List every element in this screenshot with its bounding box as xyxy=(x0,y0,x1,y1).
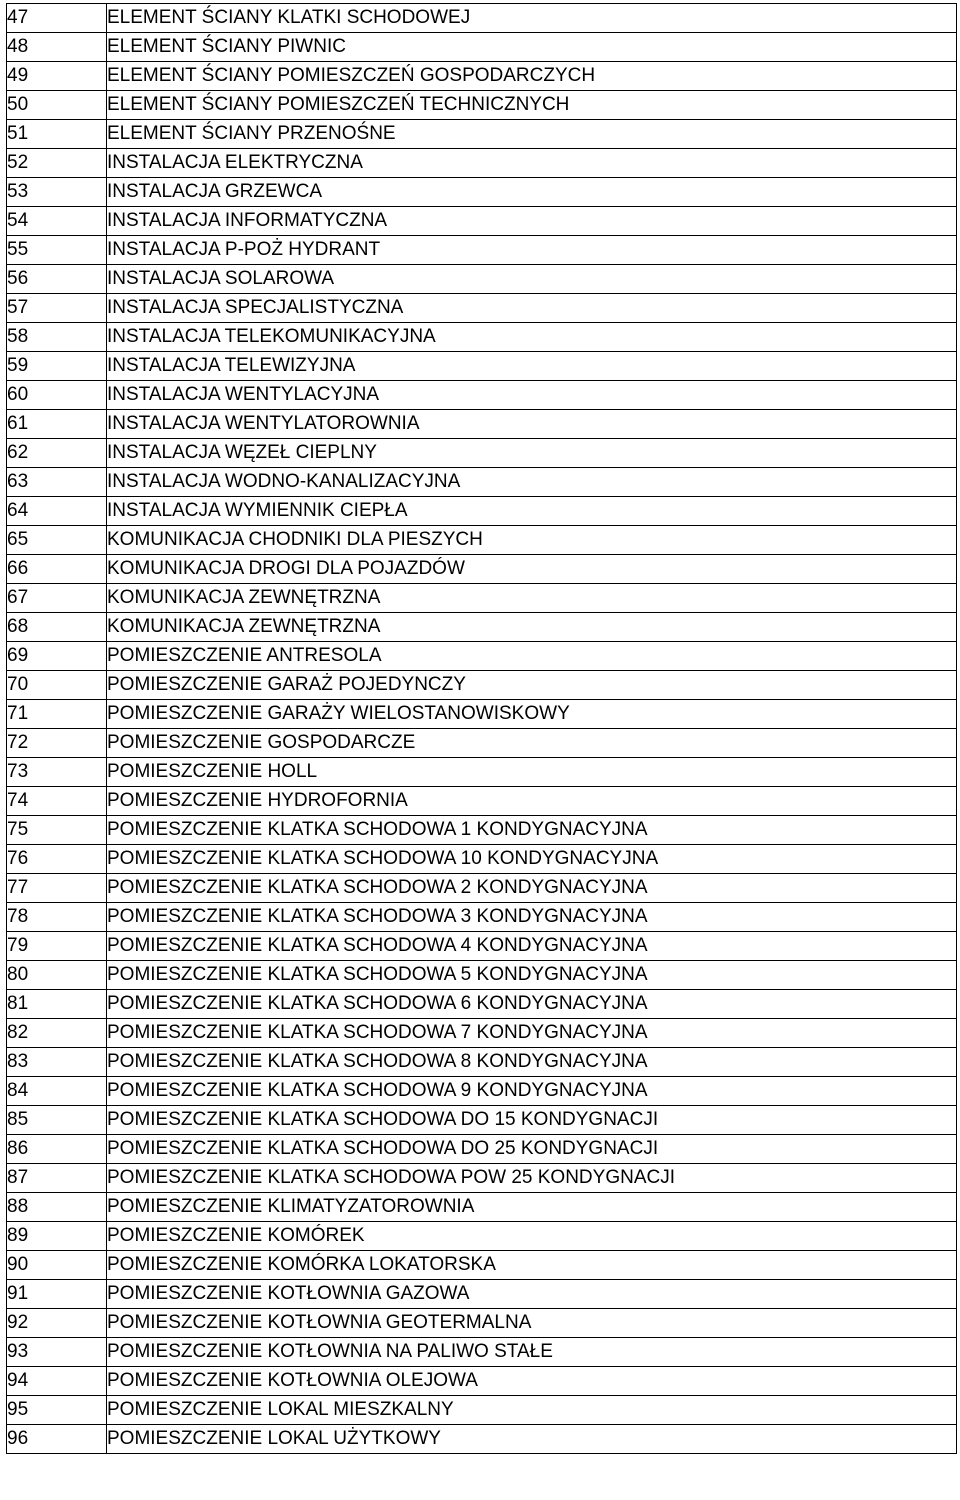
row-number-cell: 53 xyxy=(7,178,107,207)
table-row xyxy=(7,236,957,265)
table-row xyxy=(7,555,957,584)
row-name-cell: INSTALACJA SOLAROWA xyxy=(107,265,957,294)
row-number-cell: 50 xyxy=(7,91,107,120)
table-row xyxy=(7,961,957,990)
row-name-cell: INSTALACJA WENTYLATOROWNIA xyxy=(107,410,957,439)
row-number-cell: 90 xyxy=(7,1251,107,1280)
row-number-cell: 88 xyxy=(7,1193,107,1222)
row-name-cell: POMIESZCZENIE KLATKA SCHODOWA DO 15 KONDYGNACJI xyxy=(107,1106,957,1135)
row-number-cell: 81 xyxy=(7,990,107,1019)
table-row xyxy=(7,1222,957,1251)
row-name-cell: POMIESZCZENIE KLATKA SCHODOWA 7 KONDYGNACYJNA xyxy=(107,1019,957,1048)
row-name-cell: KOMUNIKACJA ZEWNĘTRZNA xyxy=(107,613,957,642)
row-name-cell: POMIESZCZENIE KLATKA SCHODOWA 5 KONDYGNACYJNA xyxy=(107,961,957,990)
table-row xyxy=(7,1048,957,1077)
row-number-cell: 89 xyxy=(7,1222,107,1251)
table-row xyxy=(7,149,957,178)
row-name-cell: KOMUNIKACJA ZEWNĘTRZNA xyxy=(107,584,957,613)
row-number-cell: 82 xyxy=(7,1019,107,1048)
row-number-cell: 64 xyxy=(7,497,107,526)
row-number-cell: 72 xyxy=(7,729,107,758)
table-row xyxy=(7,642,957,671)
row-name-cell: POMIESZCZENIE KOMÓREK xyxy=(107,1222,957,1251)
row-name-cell: POMIESZCZENIE GARAŻY WIELOSTANOWISKOWY xyxy=(107,700,957,729)
row-number-cell: 48 xyxy=(7,33,107,62)
row-number-cell: 87 xyxy=(7,1164,107,1193)
row-name-cell: INSTALACJA INFORMATYCZNA xyxy=(107,207,957,236)
row-name-cell: POMIESZCZENIE KLATKA SCHODOWA 1 KONDYGNACYJNA xyxy=(107,816,957,845)
row-number-cell: 93 xyxy=(7,1338,107,1367)
row-number-cell: 75 xyxy=(7,816,107,845)
row-number-cell: 47 xyxy=(7,4,107,33)
row-name-cell: POMIESZCZENIE KLATKA SCHODOWA 4 KONDYGNACYJNA xyxy=(107,932,957,961)
row-number-cell: 66 xyxy=(7,555,107,584)
table-row xyxy=(7,903,957,932)
row-name-cell: INSTALACJA WĘZEŁ CIEPLNY xyxy=(107,439,957,468)
row-name-cell: KOMUNIKACJA DROGI DLA POJAZDÓW xyxy=(107,555,957,584)
table-row xyxy=(7,91,957,120)
row-number-cell: 94 xyxy=(7,1367,107,1396)
row-number-cell: 84 xyxy=(7,1077,107,1106)
table-row xyxy=(7,1425,957,1454)
row-name-cell: ELEMENT ŚCIANY KLATKI SCHODOWEJ xyxy=(107,4,957,33)
table-body xyxy=(7,4,957,1454)
table-row xyxy=(7,265,957,294)
table-row xyxy=(7,439,957,468)
row-name-cell: POMIESZCZENIE KLATKA SCHODOWA 6 KONDYGNACYJNA xyxy=(107,990,957,1019)
document-table-container xyxy=(6,3,957,1454)
table-row xyxy=(7,874,957,903)
document-table xyxy=(6,3,957,1454)
row-number-cell: 85 xyxy=(7,1106,107,1135)
row-name-cell: INSTALACJA WENTYLACYJNA xyxy=(107,381,957,410)
row-name-cell: POMIESZCZENIE KLATKA SCHODOWA 2 KONDYGNACYJNA xyxy=(107,874,957,903)
table-row xyxy=(7,468,957,497)
row-number-cell: 58 xyxy=(7,323,107,352)
row-number-cell: 67 xyxy=(7,584,107,613)
row-name-cell: ELEMENT ŚCIANY POMIESZCZEŃ GOSPODARCZYCH xyxy=(107,62,957,91)
row-name-cell: POMIESZCZENIE KLATKA SCHODOWA 3 KONDYGNACYJNA xyxy=(107,903,957,932)
table-row xyxy=(7,1019,957,1048)
table-row xyxy=(7,700,957,729)
row-name-cell: INSTALACJA WYMIENNIK CIEPŁA xyxy=(107,497,957,526)
row-number-cell: 83 xyxy=(7,1048,107,1077)
row-name-cell: POMIESZCZENIE GARAŻ POJEDYNCZY xyxy=(107,671,957,700)
table-row xyxy=(7,758,957,787)
table-row xyxy=(7,671,957,700)
row-name-cell: POMIESZCZENIE KLATKA SCHODOWA 8 KONDYGNACYJNA xyxy=(107,1048,957,1077)
table-row xyxy=(7,1396,957,1425)
row-name-cell: POMIESZCZENIE KOTŁOWNIA GEOTERMALNA xyxy=(107,1309,957,1338)
row-name-cell: INSTALACJA GRZEWCA xyxy=(107,178,957,207)
table-row xyxy=(7,990,957,1019)
table-row xyxy=(7,584,957,613)
table-row xyxy=(7,497,957,526)
row-name-cell: INSTALACJA ELEKTRYCZNA xyxy=(107,149,957,178)
row-name-cell: ELEMENT ŚCIANY PRZENOŚNE xyxy=(107,120,957,149)
row-name-cell: POMIESZCZENIE HYDROFORNIA xyxy=(107,787,957,816)
row-name-cell: POMIESZCZENIE KOMÓRKA LOKATORSKA xyxy=(107,1251,957,1280)
table-row xyxy=(7,1193,957,1222)
table-row xyxy=(7,381,957,410)
table-row xyxy=(7,352,957,381)
table-row xyxy=(7,1164,957,1193)
table-row xyxy=(7,1280,957,1309)
table-row xyxy=(7,1367,957,1396)
table-row xyxy=(7,526,957,555)
row-number-cell: 91 xyxy=(7,1280,107,1309)
table-row xyxy=(7,613,957,642)
row-number-cell: 65 xyxy=(7,526,107,555)
table-row xyxy=(7,1251,957,1280)
row-number-cell: 68 xyxy=(7,613,107,642)
row-number-cell: 96 xyxy=(7,1425,107,1454)
row-number-cell: 73 xyxy=(7,758,107,787)
row-name-cell: POMIESZCZENIE HOLL xyxy=(107,758,957,787)
row-name-cell: INSTALACJA SPECJALISTYCZNA xyxy=(107,294,957,323)
row-name-cell: ELEMENT ŚCIANY PIWNIC xyxy=(107,33,957,62)
row-number-cell: 69 xyxy=(7,642,107,671)
row-number-cell: 56 xyxy=(7,265,107,294)
row-name-cell: INSTALACJA TELEWIZYJNA xyxy=(107,352,957,381)
row-number-cell: 59 xyxy=(7,352,107,381)
row-number-cell: 49 xyxy=(7,62,107,91)
row-number-cell: 71 xyxy=(7,700,107,729)
row-number-cell: 51 xyxy=(7,120,107,149)
row-name-cell: POMIESZCZENIE LOKAL UŻYTKOWY xyxy=(107,1425,957,1454)
row-name-cell: KOMUNIKACJA CHODNIKI DLA PIESZYCH xyxy=(107,526,957,555)
row-number-cell: 95 xyxy=(7,1396,107,1425)
table-row xyxy=(7,33,957,62)
row-name-cell: POMIESZCZENIE KOTŁOWNIA GAZOWA xyxy=(107,1280,957,1309)
row-number-cell: 60 xyxy=(7,381,107,410)
table-row xyxy=(7,294,957,323)
row-number-cell: 80 xyxy=(7,961,107,990)
row-number-cell: 52 xyxy=(7,149,107,178)
row-name-cell: POMIESZCZENIE KLATKA SCHODOWA DO 25 KONDYGNACJI xyxy=(107,1135,957,1164)
table-row xyxy=(7,323,957,352)
row-number-cell: 62 xyxy=(7,439,107,468)
row-name-cell: POMIESZCZENIE ANTRESOLA xyxy=(107,642,957,671)
row-name-cell: POMIESZCZENIE KOTŁOWNIA NA PALIWO STAŁE xyxy=(107,1338,957,1367)
row-name-cell: POMIESZCZENIE LOKAL MIESZKALNY xyxy=(107,1396,957,1425)
row-name-cell: POMIESZCZENIE KLIMATYZATOROWNIA xyxy=(107,1193,957,1222)
table-row xyxy=(7,1135,957,1164)
row-name-cell: INSTALACJA P-POŻ HYDRANT xyxy=(107,236,957,265)
table-row xyxy=(7,932,957,961)
table-row xyxy=(7,816,957,845)
row-number-cell: 57 xyxy=(7,294,107,323)
table-row xyxy=(7,1106,957,1135)
row-name-cell: POMIESZCZENIE KLATKA SCHODOWA 10 KONDYGNACYJNA xyxy=(107,845,957,874)
row-name-cell: POMIESZCZENIE KOTŁOWNIA OLEJOWA xyxy=(107,1367,957,1396)
row-number-cell: 63 xyxy=(7,468,107,497)
table-row xyxy=(7,1077,957,1106)
row-name-cell: POMIESZCZENIE KLATKA SCHODOWA POW 25 KONDYGNACJI xyxy=(107,1164,957,1193)
table-row xyxy=(7,207,957,236)
table-row xyxy=(7,845,957,874)
row-name-cell: INSTALACJA WODNO-KANALIZACYJNA xyxy=(107,468,957,497)
table-row xyxy=(7,62,957,91)
row-number-cell: 54 xyxy=(7,207,107,236)
row-name-cell: INSTALACJA TELEKOMUNIKACYJNA xyxy=(107,323,957,352)
table-row xyxy=(7,410,957,439)
row-number-cell: 92 xyxy=(7,1309,107,1338)
row-name-cell: ELEMENT ŚCIANY POMIESZCZEŃ TECHNICZNYCH xyxy=(107,91,957,120)
table-row xyxy=(7,787,957,816)
row-number-cell: 76 xyxy=(7,845,107,874)
table-row xyxy=(7,178,957,207)
row-number-cell: 70 xyxy=(7,671,107,700)
row-number-cell: 79 xyxy=(7,932,107,961)
table-row xyxy=(7,4,957,33)
table-row xyxy=(7,1309,957,1338)
row-number-cell: 77 xyxy=(7,874,107,903)
row-number-cell: 86 xyxy=(7,1135,107,1164)
row-number-cell: 74 xyxy=(7,787,107,816)
row-name-cell: POMIESZCZENIE GOSPODARCZE xyxy=(107,729,957,758)
row-number-cell: 61 xyxy=(7,410,107,439)
row-number-cell: 78 xyxy=(7,903,107,932)
table-row xyxy=(7,1338,957,1367)
table-row xyxy=(7,120,957,149)
table-row xyxy=(7,729,957,758)
row-name-cell: POMIESZCZENIE KLATKA SCHODOWA 9 KONDYGNACYJNA xyxy=(107,1077,957,1106)
row-number-cell: 55 xyxy=(7,236,107,265)
